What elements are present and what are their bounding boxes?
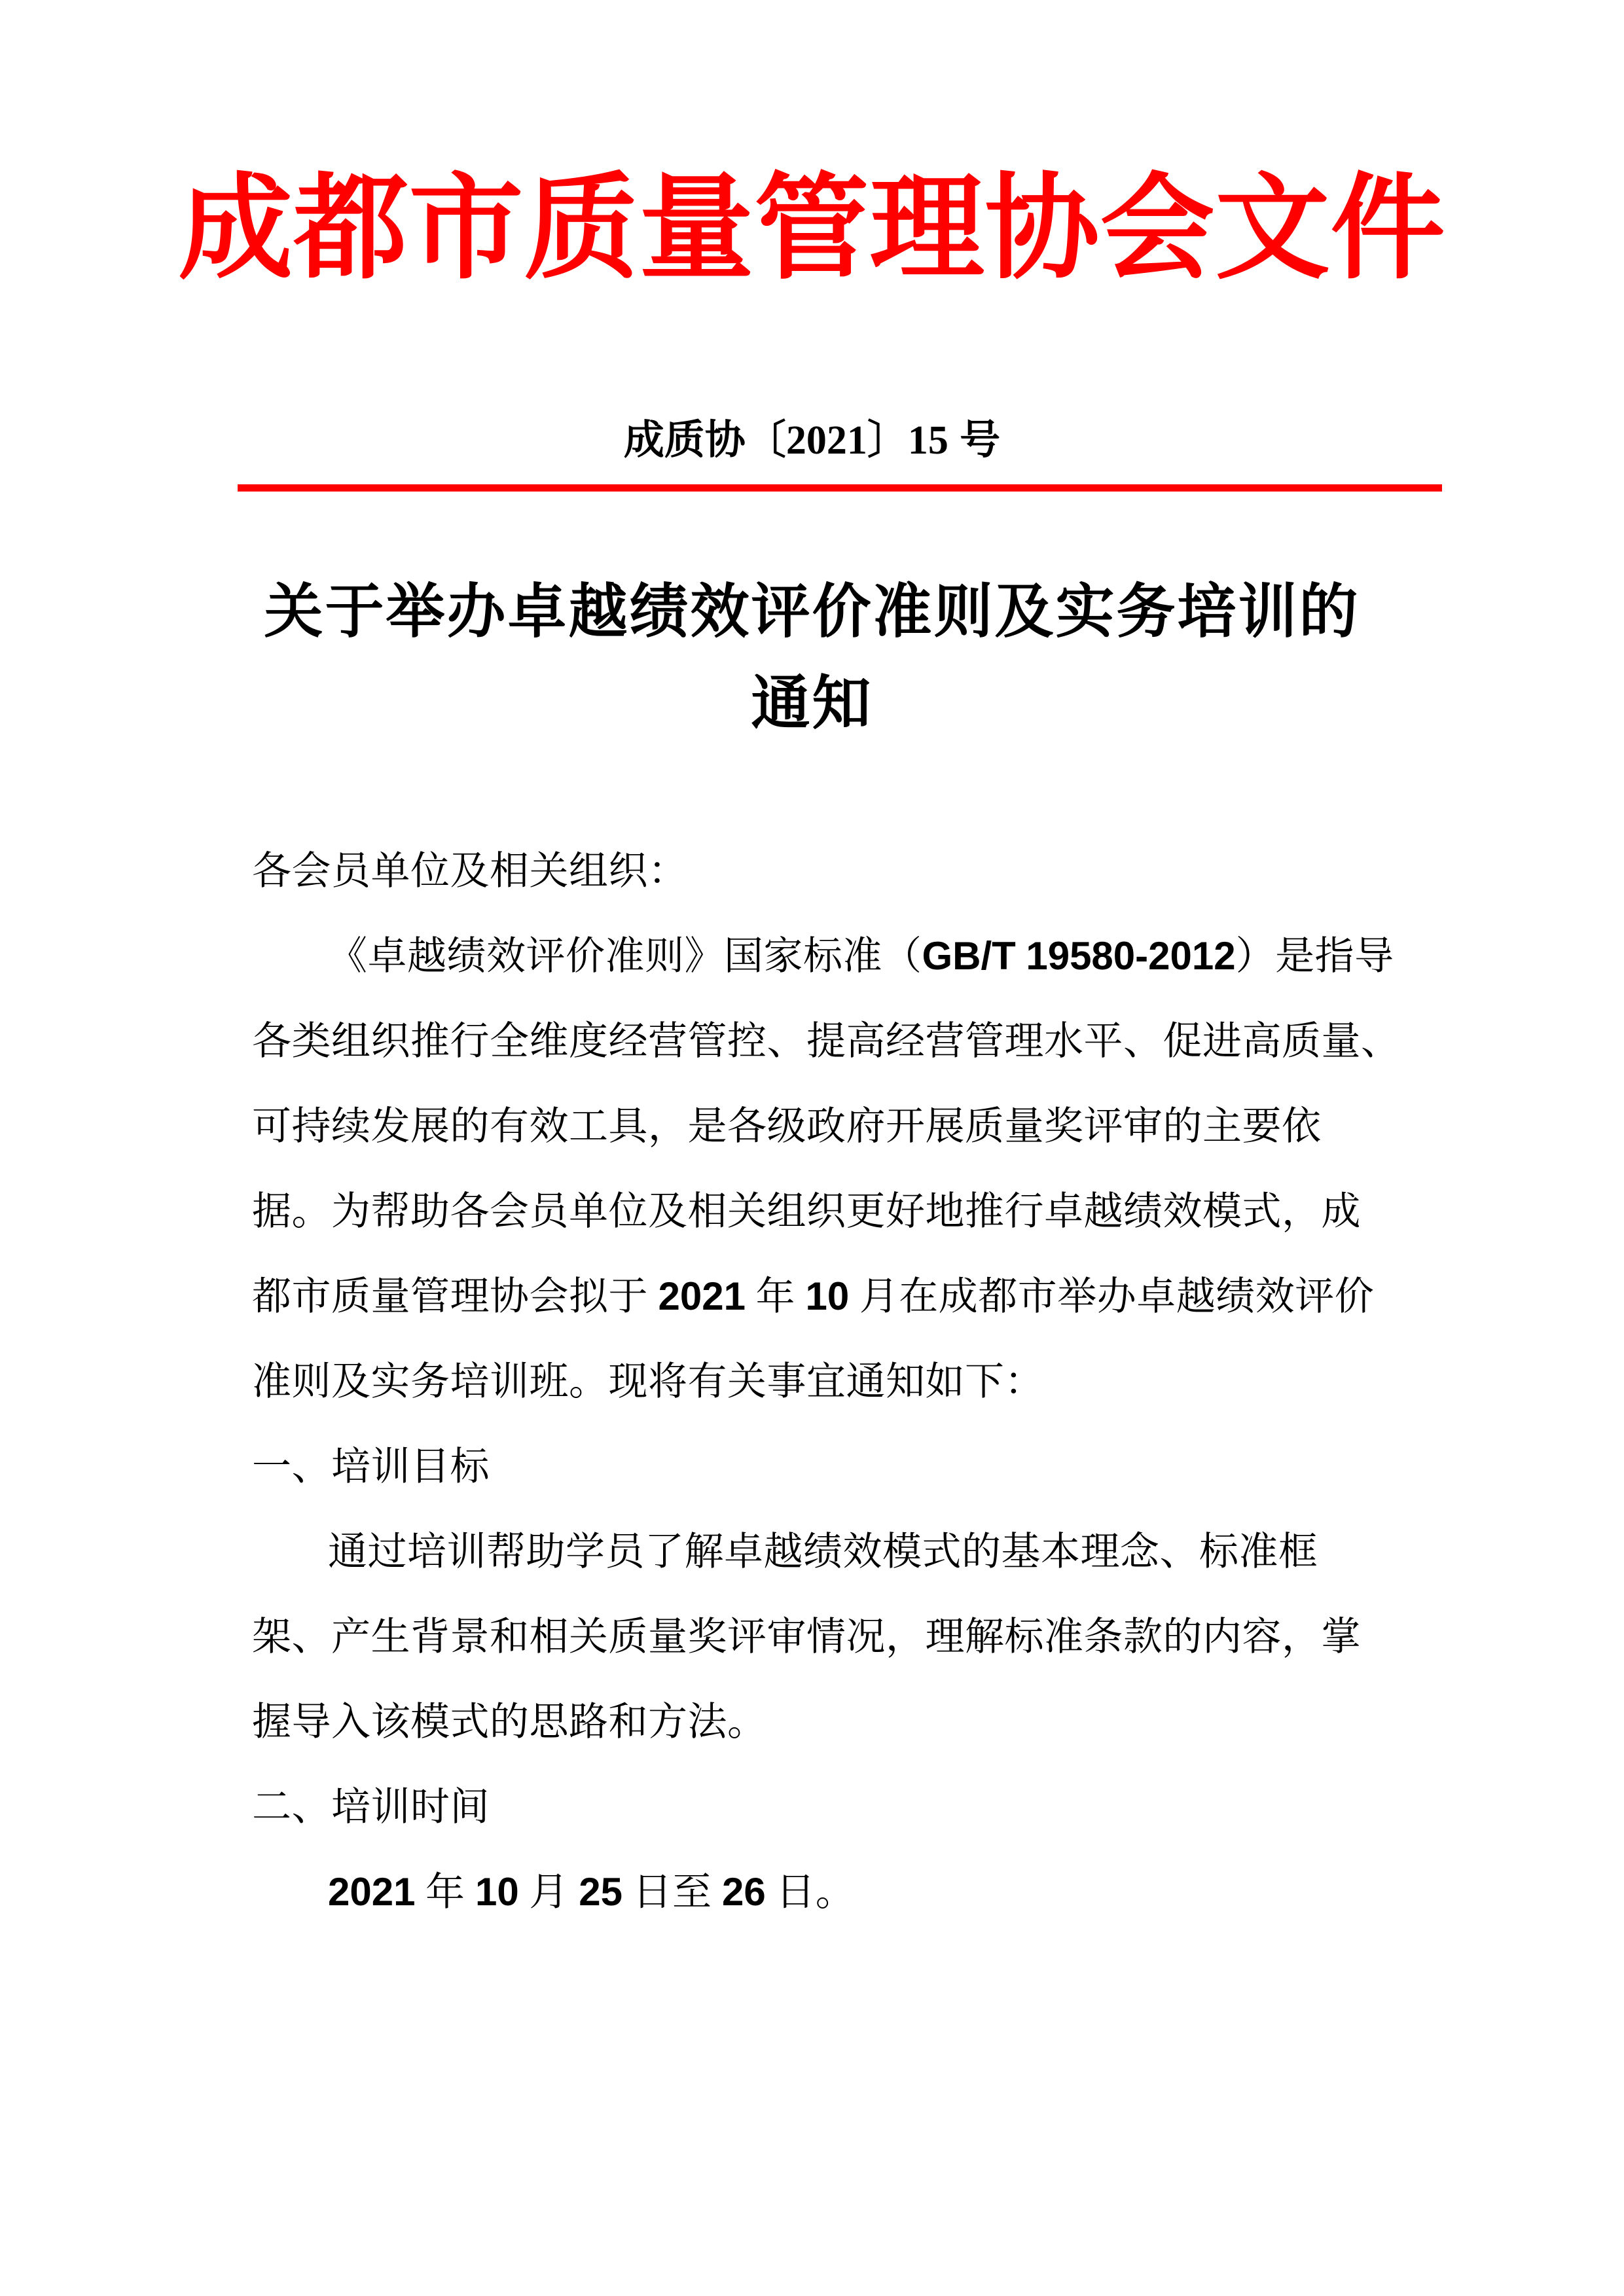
document-title-line2: 通知 bbox=[751, 672, 873, 736]
document-title-line1: 关于举办卓越绩效评价准则及实务培训的 bbox=[264, 580, 1360, 645]
body-line: 《卓越绩效评价准则》国家标准（GB/T 19580-2012）是指导 bbox=[328, 934, 1394, 978]
document-title bbox=[0, 567, 1624, 750]
body-line: 据。为帮助各会员单位及相关组织更好地推行卓越绩效模式，成 bbox=[252, 1190, 1361, 1233]
body-line: 架、产生背景和相关质量奖评审情况，理解标准条款的内容，掌 bbox=[252, 1615, 1361, 1659]
body-text bbox=[252, 829, 1401, 1935]
body-line: 2021 年 10 月 25 日至 26 日。 bbox=[328, 1870, 856, 1914]
body-line: 通过培训帮助学员了解卓越绩效模式的基本理念、标准框 bbox=[328, 1530, 1318, 1573]
body-line: 各类组织推行全维度经营管控、提高经营管理水平、促进高质量、 bbox=[252, 1020, 1401, 1063]
latin-text: 19580-2012 bbox=[1026, 934, 1236, 978]
latin-text: 2021 bbox=[328, 1870, 416, 1914]
doc-number: 成质协〔2021〕15 号 bbox=[623, 418, 1001, 463]
body-line: 一、培训目标 bbox=[252, 1445, 490, 1488]
org-title: 成都市质量管理协会文件 bbox=[178, 166, 1446, 293]
latin-text: 26 bbox=[721, 1870, 766, 1914]
body-line: 握导入该模式的思路和方法。 bbox=[252, 1700, 767, 1744]
body-line: 都市质量管理协会拟于 2021 年 10 月在成都市举办卓越绩效评价 bbox=[252, 1274, 1375, 1318]
body-line: 准则及实务培训班。现将有关事宜通知如下： bbox=[252, 1360, 1044, 1403]
latin-text: 2021 bbox=[785, 418, 867, 463]
body-line: 二、培训时间 bbox=[252, 1785, 490, 1829]
latin-text: 25 bbox=[579, 1870, 623, 1914]
body-line: 可持续发展的有效工具，是各级政府开展质量奖评审的主要依 bbox=[252, 1105, 1322, 1148]
body-line: 各会员单位及相关组织： bbox=[252, 850, 688, 893]
red-divider-line bbox=[238, 484, 1442, 492]
latin-text: 2021 bbox=[658, 1274, 746, 1318]
latin-text: GB/T bbox=[922, 934, 1016, 978]
latin-text: 15 bbox=[907, 418, 948, 463]
latin-text: 10 bbox=[805, 1274, 850, 1318]
latin-text: 10 bbox=[475, 1870, 519, 1914]
